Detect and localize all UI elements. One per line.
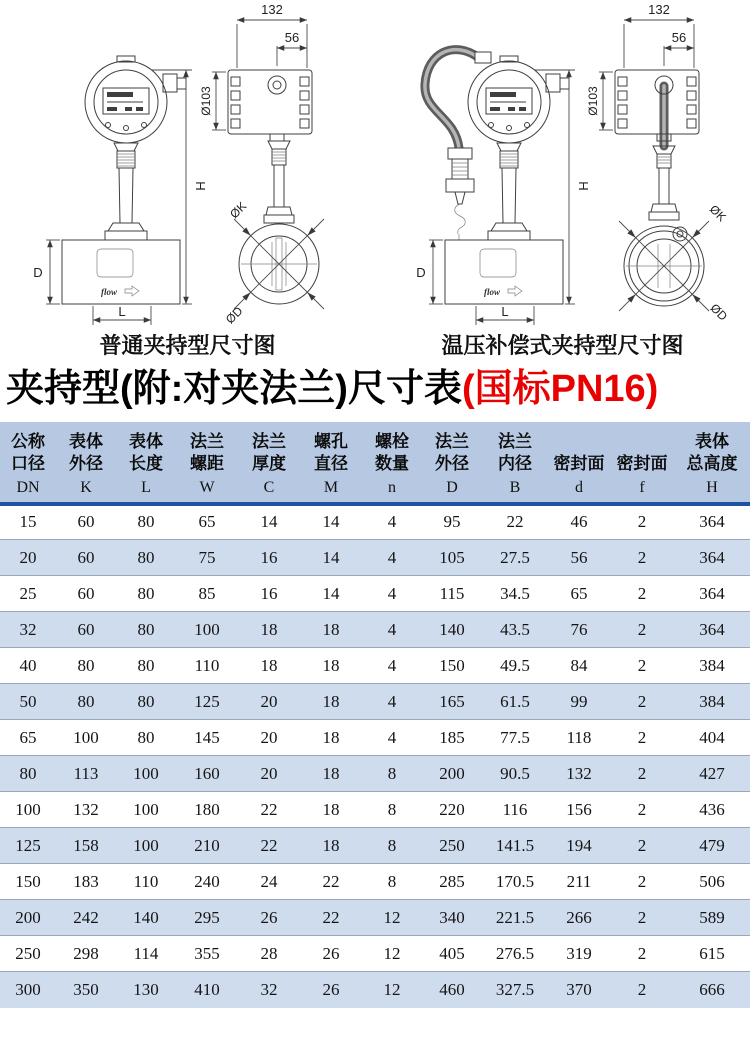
table-cell: 2 — [610, 972, 674, 1008]
flow-label: flow — [484, 287, 501, 297]
table-cell: 220 — [422, 792, 482, 828]
table-cell: 2 — [610, 648, 674, 684]
table-cell: 18 — [300, 720, 362, 756]
flow-body — [445, 240, 563, 304]
flow-arrow-icon — [508, 286, 522, 296]
title-main: 夹持型(附:对夹法兰)尺寸表 — [6, 368, 462, 410]
table-cell: 4 — [362, 612, 422, 648]
figure-plain-clamp — [0, 0, 375, 330]
column-header-f: 密封面 f — [610, 422, 674, 504]
table-cell: 18 — [300, 648, 362, 684]
table-cell: 2 — [610, 828, 674, 864]
dim-dia103: Ø103 — [586, 86, 600, 116]
table-cell: 22 — [238, 828, 300, 864]
table-cell: 18 — [300, 792, 362, 828]
table-cell: 65 — [0, 720, 56, 756]
table-cell: 50 — [0, 684, 56, 720]
table-cell: 404 — [674, 720, 750, 756]
table-cell: 2 — [610, 612, 674, 648]
table-cell: 18 — [238, 648, 300, 684]
dim-diaK: ØK — [227, 199, 250, 222]
table-cell: 26 — [300, 936, 362, 972]
table-cell: 242 — [56, 900, 116, 936]
title-standard: (国标PN16) — [461, 368, 659, 410]
table-cell: 100 — [0, 792, 56, 828]
table-cell: 100 — [116, 792, 176, 828]
table-row-dn-40 — [0, 648, 750, 684]
dim-diaK: ØK — [706, 202, 729, 225]
table-cell: 384 — [674, 684, 750, 720]
table-cell: 185 — [422, 720, 482, 756]
flow-label: flow — [101, 287, 118, 297]
table-cell: 25 — [0, 576, 56, 612]
dim-H: H — [576, 181, 591, 191]
table-cell: 26 — [238, 900, 300, 936]
table-cell: 460 — [422, 972, 482, 1008]
table-cell: 15 — [19, 512, 37, 532]
table-cell: 364 — [674, 612, 750, 648]
column-header-n: 螺栓 数量 n — [362, 422, 422, 504]
table-cell: 65 — [198, 512, 216, 532]
table-cell: 18 — [300, 684, 362, 720]
table-cell: 132 — [548, 756, 610, 792]
table-row-dn-125 — [0, 828, 750, 864]
table-cell: 2 — [610, 576, 674, 612]
table-cell: 4 — [362, 684, 422, 720]
table-cell: 158 — [56, 828, 116, 864]
figure-captions — [0, 330, 750, 358]
table-cell: 4 — [387, 512, 397, 532]
table-cell: 80 — [0, 756, 56, 792]
table-cell: 145 — [176, 720, 238, 756]
table-cell: 436 — [674, 792, 750, 828]
table-cell: 61.5 — [482, 684, 548, 720]
table-cell: 427 — [674, 756, 750, 792]
table-row-dn-15 — [0, 504, 750, 540]
table-cell: 110 — [176, 648, 238, 684]
table-cell: 2 — [637, 512, 647, 532]
table-row-dn-20 — [0, 540, 750, 576]
table-cell: 180 — [176, 792, 238, 828]
table-cell: 140 — [422, 612, 482, 648]
table-cell: 110 — [116, 864, 176, 900]
table-cell: 100 — [116, 756, 176, 792]
dim-L: L — [501, 304, 509, 319]
table-cell: 60 — [56, 576, 116, 612]
table-cell: 80 — [116, 540, 176, 576]
compensated-clamp-drawing — [375, 0, 750, 330]
table-cell: 4 — [362, 540, 422, 576]
table-cell: 80 — [116, 648, 176, 684]
table-cell: 150 — [0, 864, 56, 900]
table-cell: 4 — [362, 648, 422, 684]
table-cell: 2 — [610, 540, 674, 576]
table-cell: 2 — [610, 756, 674, 792]
table-cell: 14 — [260, 512, 278, 532]
table-cell: 40 — [0, 648, 56, 684]
table-cell: 14 — [322, 512, 340, 532]
table-cell: 46 — [570, 512, 588, 532]
table-cell: 80 — [116, 720, 176, 756]
dim-D: D — [33, 265, 43, 280]
table-cell: 22 — [300, 864, 362, 900]
dimension-table-body — [0, 504, 750, 1008]
table-cell: 140 — [116, 900, 176, 936]
flow-body — [62, 240, 180, 304]
plain-clamp-drawing — [0, 0, 375, 330]
conduit-knob — [268, 76, 286, 94]
table-cell: 4 — [362, 720, 422, 756]
table-cell: 90.5 — [482, 756, 548, 792]
table-cell: 28 — [238, 936, 300, 972]
table-cell: 150 — [422, 648, 482, 684]
table-cell: 319 — [548, 936, 610, 972]
table-cell: 32 — [0, 612, 56, 648]
table-cell: 27.5 — [482, 540, 548, 576]
table-row-dn-250 — [0, 936, 750, 972]
table-cell: 183 — [56, 864, 116, 900]
table-cell: 43.5 — [482, 612, 548, 648]
table-cell: 8 — [362, 828, 422, 864]
table-cell: 194 — [548, 828, 610, 864]
table-cell: 165 — [422, 684, 482, 720]
table-cell: 300 — [0, 972, 56, 1008]
table-cell: 8 — [362, 792, 422, 828]
dim-diaD: ØD — [707, 300, 731, 324]
column-header-W: 法兰 螺距 W — [176, 422, 238, 504]
table-cell: 2 — [610, 720, 674, 756]
table-cell: 16 — [238, 540, 300, 576]
column-header-B: 法兰 内径 B — [482, 422, 548, 504]
table-cell: 56 — [548, 540, 610, 576]
caption-compensated-clamp: 温压补偿式夹持型尺寸图 — [441, 332, 684, 358]
table-row-dn-25 — [0, 576, 750, 612]
table-cell: 384 — [674, 648, 750, 684]
table-cell: 2 — [610, 900, 674, 936]
column-header-C: 法兰 厚度 C — [238, 422, 300, 504]
table-row-dn-300 — [0, 972, 750, 1008]
table-cell: 80 — [116, 576, 176, 612]
table-cell: 80 — [56, 684, 116, 720]
column-header-d: 密封面 d — [548, 422, 610, 504]
table-cell: 156 — [548, 792, 610, 828]
table-cell: 84 — [548, 648, 610, 684]
table-cell: 12 — [362, 972, 422, 1008]
table-cell: 60 — [56, 540, 116, 576]
dimension-drawings — [0, 0, 750, 330]
table-cell: 479 — [674, 828, 750, 864]
column-header-L: 表体 长度 L — [116, 422, 176, 504]
table-cell: 20 — [238, 756, 300, 792]
table-cell: 132 — [56, 792, 116, 828]
table-cell: 20 — [0, 540, 56, 576]
flex-conduit — [425, 50, 479, 148]
table-cell: 75 — [176, 540, 238, 576]
table-row-dn-80 — [0, 756, 750, 792]
table-row-dn-50 — [0, 684, 750, 720]
dim-56: 56 — [671, 30, 687, 45]
table-cell: 76 — [548, 612, 610, 648]
table-cell: 22 — [238, 792, 300, 828]
dim-dia103: Ø103 — [199, 86, 213, 116]
table-cell: 100 — [116, 828, 176, 864]
table-cell: 615 — [674, 936, 750, 972]
table-cell: 2 — [610, 936, 674, 972]
caption-plain-clamp: 普通夹持型尺寸图 — [99, 332, 276, 358]
conduit-fitting — [475, 52, 491, 63]
table-cell: 20 — [238, 720, 300, 756]
column-header-DN: 公称 口径 DN — [0, 422, 56, 504]
dim-132: 132 — [261, 2, 283, 17]
table-cell: 125 — [176, 684, 238, 720]
table-cell: 80 — [56, 648, 116, 684]
table-cell: 666 — [674, 972, 750, 1008]
table-cell: 8 — [362, 864, 422, 900]
column-header-D: 法兰 外径 D — [422, 422, 482, 504]
table-cell: 160 — [176, 756, 238, 792]
table-cell: 2 — [610, 684, 674, 720]
table-cell: 16 — [238, 576, 300, 612]
table-cell: 99 — [548, 684, 610, 720]
table-cell: 60 — [56, 612, 116, 648]
flow-arrow-icon — [125, 286, 139, 296]
table-cell: 34.5 — [482, 576, 548, 612]
table-row-dn-32 — [0, 612, 750, 648]
table-cell: 250 — [422, 828, 482, 864]
table-cell: 113 — [56, 756, 116, 792]
table-cell: 250 — [0, 936, 56, 972]
capillary-coil — [455, 204, 466, 234]
table-cell: 295 — [176, 900, 238, 936]
table-cell: 115 — [422, 576, 482, 612]
front-view — [62, 56, 186, 304]
table-cell: 118 — [548, 720, 610, 756]
table-cell: 8 — [362, 756, 422, 792]
table-cell: 32 — [238, 972, 300, 1008]
column-header-H: 表体 总高度 H — [674, 422, 750, 504]
table-cell: 130 — [116, 972, 176, 1008]
table-cell: 340 — [422, 900, 482, 936]
table-cell: 200 — [0, 900, 56, 936]
table-cell: 355 — [176, 936, 238, 972]
front-view — [425, 50, 569, 304]
table-cell: 49.5 — [482, 648, 548, 684]
column-header-M: 螺孔 直径 M — [300, 422, 362, 504]
table-cell: 210 — [176, 828, 238, 864]
table-cell: 298 — [56, 936, 116, 972]
table-row-dn-100 — [0, 792, 750, 828]
table-cell: 125 — [0, 828, 56, 864]
table-cell: 18 — [300, 612, 362, 648]
table-cell: 364 — [699, 512, 725, 532]
table-cell: 22 — [506, 512, 524, 532]
dim-D: D — [416, 265, 426, 280]
table-cell: 141.5 — [482, 828, 548, 864]
table-row-dn-150 — [0, 864, 750, 900]
table-cell: 276.5 — [482, 936, 548, 972]
table-cell: 285 — [422, 864, 482, 900]
dim-56: 56 — [284, 30, 300, 45]
table-cell: 105 — [422, 540, 482, 576]
table-cell: 60 — [77, 512, 95, 532]
table-cell: 95 — [443, 512, 461, 532]
table-cell: 2 — [610, 792, 674, 828]
table-cell: 14 — [300, 540, 362, 576]
table-cell: 65 — [548, 576, 610, 612]
table-cell: 200 — [422, 756, 482, 792]
table-cell: 410 — [176, 972, 238, 1008]
table-cell: 2 — [610, 864, 674, 900]
table-cell: 80 — [137, 512, 155, 532]
table-cell: 211 — [548, 864, 610, 900]
table-cell: 18 — [300, 756, 362, 792]
dim-L: L — [118, 304, 126, 319]
table-cell: 4 — [362, 576, 422, 612]
table-cell: 77.5 — [482, 720, 548, 756]
table-cell: 26 — [300, 972, 362, 1008]
figure-compensated-clamp — [375, 0, 750, 330]
table-row-dn-65 — [0, 720, 750, 756]
table-cell: 80 — [116, 612, 176, 648]
table-cell: 405 — [422, 936, 482, 972]
table-cell: 14 — [300, 576, 362, 612]
table-cell: 114 — [116, 936, 176, 972]
dim-diaD: ØD — [222, 303, 246, 327]
table-cell: 370 — [548, 972, 610, 1008]
table-cell: 350 — [56, 972, 116, 1008]
dimension-table — [0, 422, 750, 1008]
table-row-dn-200 — [0, 900, 750, 936]
table-cell: 364 — [674, 540, 750, 576]
table-cell: 85 — [176, 576, 238, 612]
table-cell: 506 — [674, 864, 750, 900]
table-cell: 221.5 — [482, 900, 548, 936]
dim-H: H — [193, 181, 208, 191]
table-cell: 327.5 — [482, 972, 548, 1008]
table-header-row — [0, 422, 750, 504]
table-cell: 589 — [674, 900, 750, 936]
table-cell: 364 — [674, 576, 750, 612]
column-header-K: 表体 外径 K — [56, 422, 116, 504]
table-cell: 240 — [176, 864, 238, 900]
page-title — [6, 368, 744, 412]
table-cell: 266 — [548, 900, 610, 936]
table-cell: 12 — [362, 900, 422, 936]
table-cell: 80 — [116, 684, 176, 720]
table-cell: 100 — [56, 720, 116, 756]
table-cell: 170.5 — [482, 864, 548, 900]
tp-sensor-stack — [446, 148, 474, 240]
table-cell: 18 — [300, 828, 362, 864]
table-cell: 100 — [176, 612, 238, 648]
side-view-dimensions — [199, 2, 324, 326]
dim-132: 132 — [648, 2, 670, 17]
table-cell: 12 — [362, 936, 422, 972]
table-cell: 24 — [238, 864, 300, 900]
table-cell: 22 — [300, 900, 362, 936]
table-cell: 20 — [238, 684, 300, 720]
table-cell: 116 — [482, 792, 548, 828]
table-cell: 18 — [238, 612, 300, 648]
